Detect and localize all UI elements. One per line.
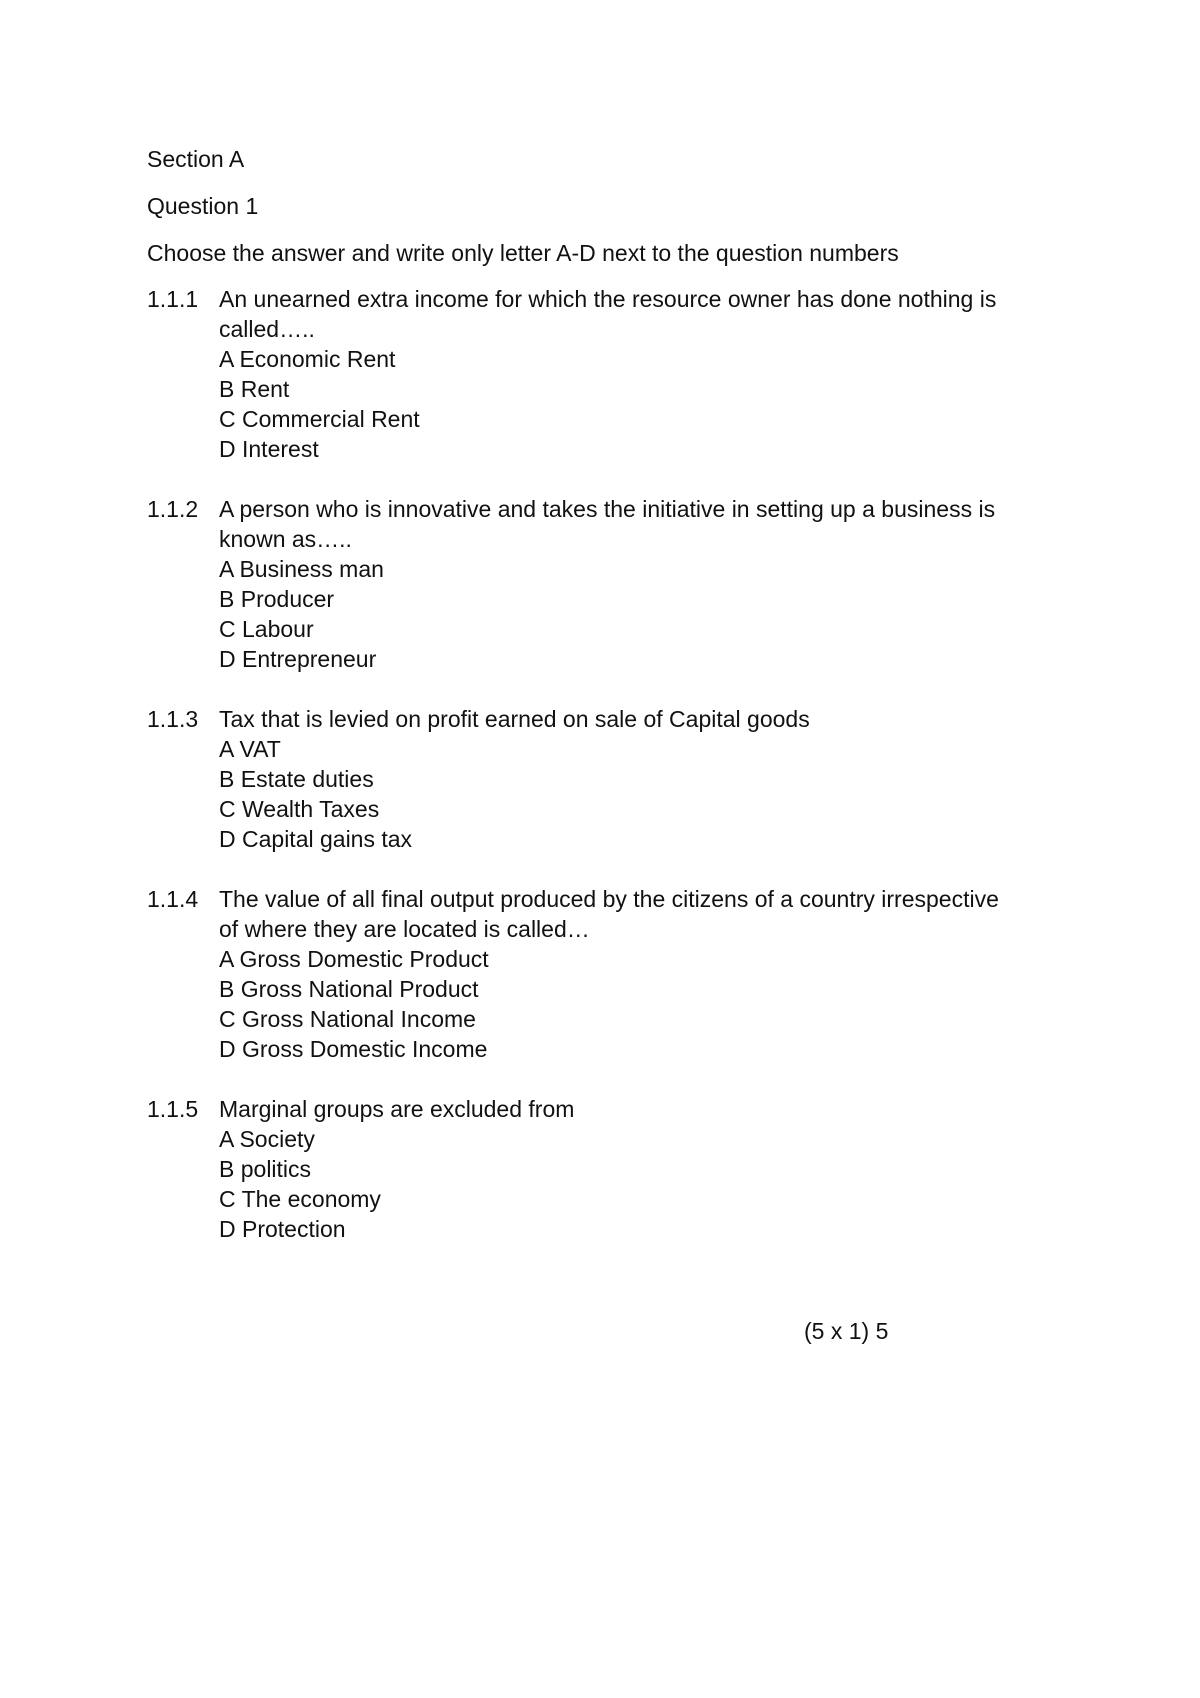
option-d: D Gross Domestic Income (219, 1036, 488, 1062)
question-stem (219, 494, 1059, 554)
option-b: B Rent (219, 376, 290, 402)
question-heading: Question 1 (147, 193, 259, 219)
question-number: 1.1.1 (147, 286, 199, 312)
question-stem-line: The value of all final output produced by the citizens of a country irrespective (219, 886, 999, 912)
question-number: 1.1.5 (147, 1096, 199, 1122)
question-number: 1.1.2 (147, 496, 199, 522)
option-d: D Capital gains tax (219, 826, 413, 852)
option-a: A Economic Rent (219, 346, 396, 372)
option-c: C Gross National Income (219, 1006, 476, 1032)
question-item-1-1-5 (147, 1094, 1067, 1244)
option-d: D Interest (219, 436, 319, 462)
option-d: D Entrepreneur (219, 646, 377, 672)
question-stem-line: of where they are located is called… (219, 916, 590, 942)
instruction-text: Choose the answer and write only letter A-D next to the question numbers (147, 240, 899, 266)
question-stem-line: Tax that is levied on profit earned on sale of Capital goods (219, 706, 810, 732)
question-stem-line: called….. (219, 316, 315, 342)
question-stem-line: An unearned extra income for which the resource owner has done nothing is (219, 286, 997, 312)
question-stem-line: Marginal groups are excluded from (219, 1096, 575, 1122)
option-c: C Commercial Rent (219, 406, 420, 432)
question-stem (219, 704, 1059, 734)
option-a: A Business man (219, 556, 384, 582)
question-item-1-1-1 (147, 284, 1067, 464)
question-stem (219, 1094, 1059, 1124)
option-d: D Protection (219, 1216, 346, 1242)
option-c: C Wealth Taxes (219, 796, 380, 822)
option-c: C Labour (219, 616, 314, 642)
marks-allocation: (5 x 1) 5 (804, 1318, 889, 1344)
question-number: 1.1.3 (147, 706, 199, 732)
question-stem-line: A person who is innovative and takes the initiative in setting up a business is (219, 496, 996, 522)
option-b: B Gross National Product (219, 976, 479, 1002)
question-stem (219, 284, 1059, 344)
question-item-1-1-3 (147, 704, 1067, 854)
question-stem (219, 884, 1059, 944)
section-heading: Section A (147, 146, 245, 172)
option-c: C The economy (219, 1186, 381, 1212)
question-number: 1.1.4 (147, 886, 199, 912)
option-a: A VAT (219, 736, 281, 762)
question-item-1-1-4 (147, 884, 1067, 1064)
question-stem-line: known as….. (219, 526, 352, 552)
option-a: A Gross Domestic Product (219, 946, 489, 972)
option-a: A Society (219, 1126, 315, 1152)
question-item-1-1-2 (147, 494, 1067, 674)
option-b: B Producer (219, 586, 335, 612)
option-b: B politics (219, 1156, 312, 1182)
option-b: B Estate duties (219, 766, 374, 792)
document-page (147, 144, 1067, 1274)
